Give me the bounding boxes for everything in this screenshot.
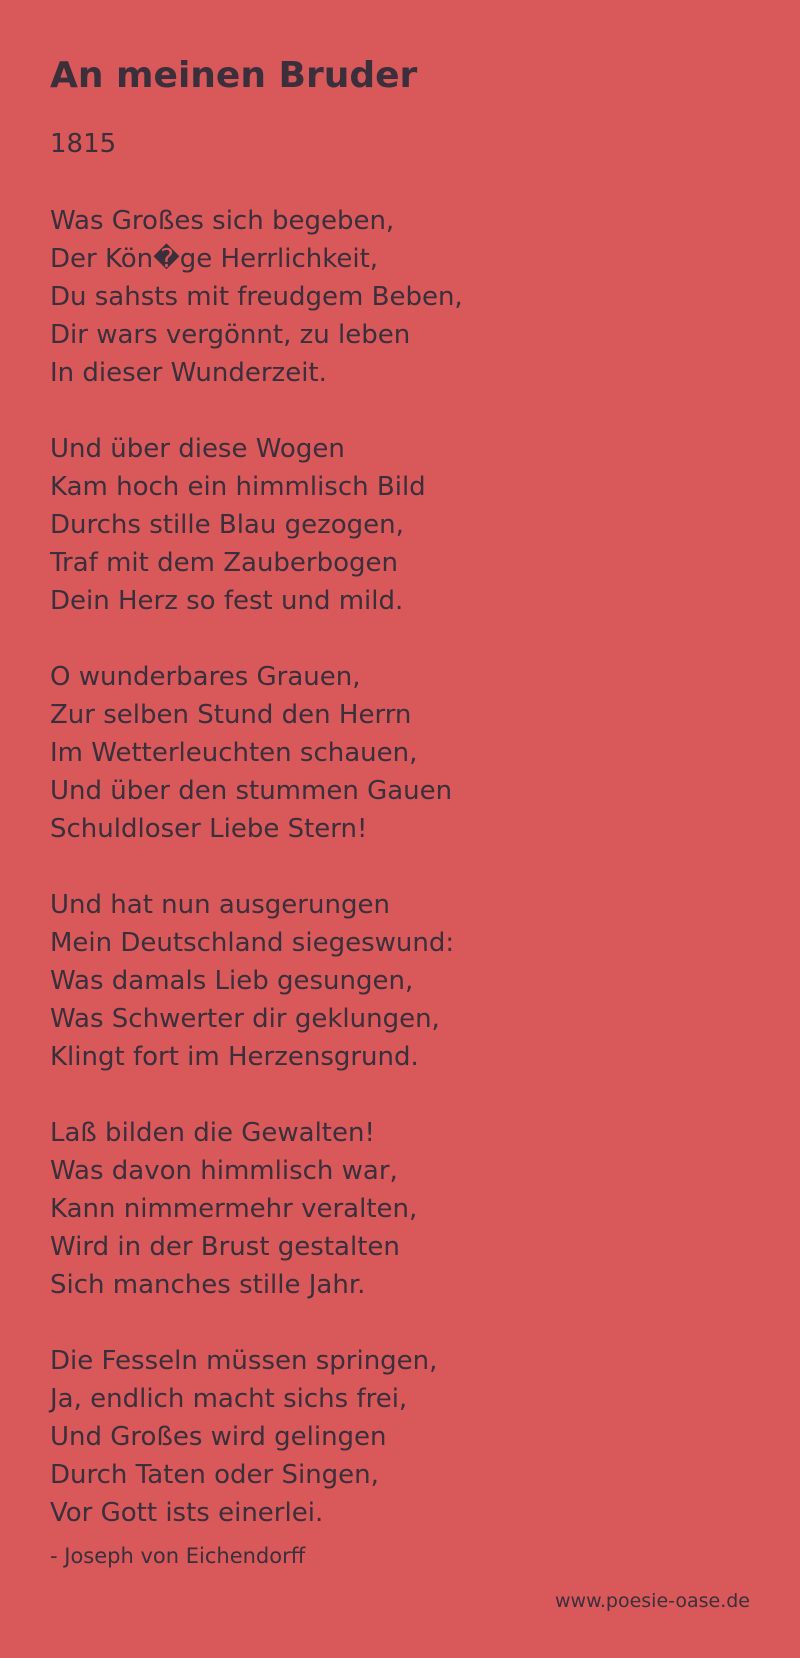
stanza-1 [50,202,750,392]
website-url: www.poesie-oase.de [554,1590,750,1612]
verse-line: Dir wars vergönnt, zu leben [50,320,411,350]
verse-line: Was Großes sich begeben, [50,206,395,236]
poem-year: 1815 [50,129,117,159]
verse-line: Vor Gott ists einerlei. [50,1498,324,1528]
verse-line: Ja, endlich macht sichs frei, [50,1384,408,1414]
verse-line: Kann nimmermehr veralten, [50,1194,418,1224]
verse-line: Zur selben Stund den Herrn [50,700,412,730]
stanza-3 [50,658,750,848]
verse-line: Und hat nun ausgerungen [50,890,390,920]
verse-line: Durch Taten oder Singen, [50,1460,379,1490]
verse-line: Laß bilden die Gewalten! [50,1118,375,1148]
verse-line: O wunderbares Grauen, [50,662,361,692]
verse-line: Was damals Lieb gesungen, [50,966,414,996]
verse-line: Durchs stille Blau gezogen, [50,510,404,540]
verse-line: In dieser Wunderzeit. [50,358,327,388]
verse-line: Wird in der Brust gestalten [50,1232,400,1262]
verse-line: Sich manches stille Jahr. [50,1270,366,1300]
verse-line: Was davon himmlisch war, [50,1156,398,1186]
verse-line: Die Fesseln müssen springen, [50,1346,438,1376]
stanza-4 [50,886,750,1076]
poem-body [50,202,750,1570]
stanza-2 [50,430,750,620]
verse-line: Was Schwerter dir geklungen, [50,1004,440,1034]
stanza-5 [50,1114,750,1304]
verse-line: Schuldloser Liebe Stern! [50,814,368,844]
verse-line: Kam hoch ein himmlisch Bild [50,472,426,502]
poem-author: - Joseph von Eichendorff [50,1544,306,1568]
stanza-6 [50,1342,750,1532]
verse-line: Dein Herz so fest und mild. [50,586,404,616]
verse-line: Und über diese Wogen [50,434,345,464]
verse-line: Du sahsts mit freudgem Beben, [50,282,463,312]
verse-line: Im Wetterleuchten schauen, [50,738,418,768]
verse-line: Und Großes wird gelingen [50,1422,387,1452]
poem-title: An meinen Bruder [50,55,418,96]
verse-line: Der Kön�ge Herrlichkeit, [50,244,379,274]
verse-line: Und über den stummen Gauen [50,776,453,806]
verse-line: Traf mit dem Zauberbogen [50,548,399,578]
verse-line: Klingt fort im Herzensgrund. [50,1042,419,1072]
verse-line: Mein Deutschland siegeswund: [50,928,455,958]
